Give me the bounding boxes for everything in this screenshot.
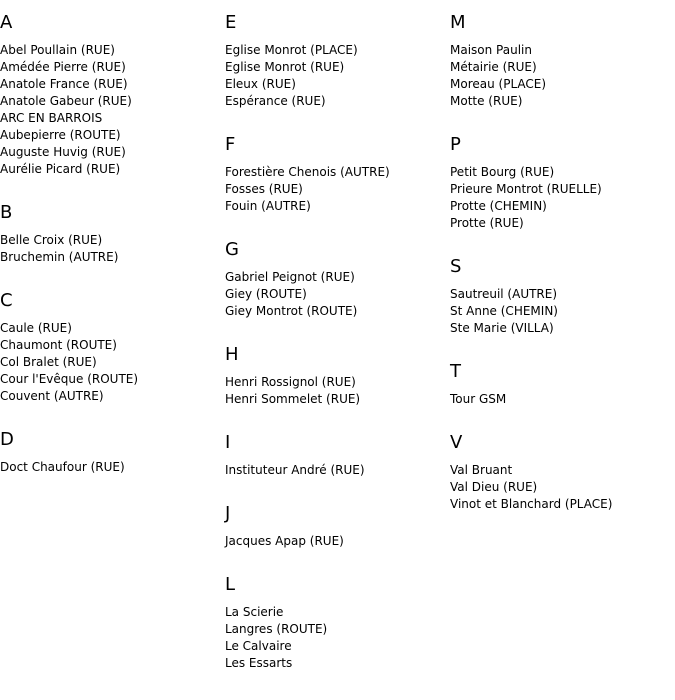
letter-group: [225, 12, 447, 110]
street-list-item: [0, 249, 222, 266]
street-list: [450, 42, 672, 110]
letter-heading: C: [0, 290, 13, 311]
street-list-item: [0, 337, 222, 354]
street-list-item: [0, 161, 222, 178]
street-link[interactable]: Caule (RUE): [0, 321, 72, 335]
street-link[interactable]: Cour l'Evêque (ROUTE): [0, 372, 139, 386]
letter-heading: H: [225, 344, 239, 365]
street-list: [225, 462, 447, 479]
street-list-item: [450, 181, 672, 198]
street-list-item: [225, 198, 447, 215]
street-list-item: [450, 479, 672, 496]
street-list: [0, 459, 222, 476]
street-link[interactable]: Chaumont (ROUTE): [0, 338, 117, 352]
street-link[interactable]: Moreau (PLACE): [450, 77, 547, 91]
letter-heading: M: [450, 12, 466, 33]
letter-heading: E: [225, 12, 237, 33]
street-list-item: [225, 638, 447, 655]
street-list: [450, 391, 672, 408]
street-link[interactable]: Col Bralet (RUE): [0, 355, 97, 369]
letter-heading: L: [225, 574, 236, 595]
letter-heading: P: [450, 134, 461, 155]
street-link[interactable]: Doct Chaufour (RUE): [0, 460, 125, 474]
street-list-item: [0, 76, 222, 93]
street-link[interactable]: Gabriel Peignot (RUE): [225, 270, 355, 284]
street-link[interactable]: Eglise Monrot (RUE): [225, 60, 345, 74]
street-link[interactable]: Anatole France (RUE): [0, 77, 128, 91]
street-list-item: [450, 215, 672, 232]
street-link[interactable]: Instituteur André (RUE): [225, 463, 365, 477]
letter-heading: J: [225, 503, 231, 524]
street-list-item: [225, 76, 447, 93]
street-list-item: [0, 144, 222, 161]
street-list: [225, 164, 447, 215]
street-list-item: [0, 388, 222, 405]
letter-group: [450, 256, 672, 337]
letter-group: [450, 432, 672, 513]
letter-heading: S: [450, 256, 462, 277]
street-list-item: [0, 371, 222, 388]
street-link[interactable]: Couvent (AUTRE): [0, 389, 104, 403]
letter-heading: D: [0, 429, 14, 450]
letter-heading: I: [225, 432, 231, 453]
street-list-item: [450, 198, 672, 215]
street-link[interactable]: Amédée Pierre (RUE): [0, 60, 126, 74]
letter-heading: V: [450, 432, 463, 453]
letter-group: [225, 239, 447, 320]
street-list-item: [0, 42, 222, 59]
street-list-item: [0, 110, 222, 127]
street-list-item: [225, 42, 447, 59]
street-list-item: [450, 76, 672, 93]
street-column-1: [0, 12, 222, 500]
street-link[interactable]: Eleux (RUE): [225, 77, 296, 91]
letter-heading: G: [225, 239, 239, 260]
street-list-item: [450, 496, 672, 513]
street-link[interactable]: Val Bruant: [450, 463, 513, 477]
street-link[interactable]: Fosses (RUE): [225, 182, 303, 196]
letter-heading: T: [450, 361, 461, 382]
street-list-item: [450, 391, 672, 408]
street-list-item: [0, 127, 222, 144]
letter-group: [0, 429, 222, 476]
street-list: [450, 462, 672, 513]
street-column-2: [225, 12, 447, 696]
street-link[interactable]: Henri Sommelet (RUE): [225, 392, 361, 406]
street-link[interactable]: Henri Rossignol (RUE): [225, 375, 356, 389]
street-list-item: [225, 533, 447, 550]
street-list-item: [225, 164, 447, 181]
street-list: [225, 374, 447, 408]
street-list: [450, 164, 672, 232]
street-list-item: [225, 303, 447, 320]
street-link[interactable]: Sautreuil (AUTRE): [450, 287, 558, 301]
street-link[interactable]: Forestière Chenois (AUTRE): [225, 165, 390, 179]
street-list-item: [225, 93, 447, 110]
street-link[interactable]: Ste Marie (VILLA): [450, 321, 554, 335]
street-link[interactable]: Le Calvaire: [225, 639, 292, 653]
street-link[interactable]: Motte (RUE): [450, 94, 523, 108]
street-link[interactable]: Anatole Gabeur (RUE): [0, 94, 132, 108]
street-link[interactable]: Giey Montrot (ROUTE): [225, 304, 358, 318]
street-link[interactable]: La Scierie: [225, 605, 284, 619]
letter-group: [225, 503, 447, 550]
street-link[interactable]: Giey (ROUTE): [225, 287, 307, 301]
street-list: [225, 533, 447, 550]
street-link[interactable]: Espérance (RUE): [225, 94, 326, 108]
street-list-item: [0, 459, 222, 476]
letter-heading: A: [0, 12, 13, 33]
street-list-item: [450, 320, 672, 337]
street-list-item: [450, 286, 672, 303]
street-list-item: [225, 286, 447, 303]
letter-group: [450, 12, 672, 110]
street-link[interactable]: Petit Bourg (RUE): [450, 165, 555, 179]
street-list-item: [0, 232, 222, 249]
street-link[interactable]: Tour GSM: [450, 392, 507, 406]
street-list-item: [450, 164, 672, 181]
street-list-item: [225, 655, 447, 672]
street-list-item: [0, 354, 222, 371]
street-list-item: [450, 303, 672, 320]
street-list-item: [0, 59, 222, 76]
street-link[interactable]: Abel Poullain (RUE): [0, 43, 115, 57]
street-list-item: [450, 93, 672, 110]
street-list-item: [0, 320, 222, 337]
street-list-item: [450, 462, 672, 479]
street-link[interactable]: Val Dieu (RUE): [450, 480, 538, 494]
street-link[interactable]: Fouin (AUTRE): [225, 199, 311, 213]
street-list: [0, 42, 222, 178]
street-list-item: [225, 621, 447, 638]
street-list: [225, 42, 447, 110]
letter-group: [0, 12, 222, 178]
street-link[interactable]: Jacques Apap (RUE): [225, 534, 344, 548]
street-list-item: [225, 59, 447, 76]
street-list: [0, 320, 222, 405]
letter-group: [0, 202, 222, 266]
letter-group: [450, 134, 672, 232]
street-list-item: [225, 391, 447, 408]
street-link[interactable]: Métairie (RUE): [450, 60, 537, 74]
street-link[interactable]: St Anne (CHEMIN): [450, 304, 558, 318]
street-list-item: [225, 374, 447, 391]
street-link[interactable]: Langres (ROUTE): [225, 622, 328, 636]
letter-group: [450, 361, 672, 408]
street-link[interactable]: Protte (CHEMIN): [450, 199, 547, 213]
street-link[interactable]: Aurélie Picard (RUE): [0, 162, 121, 176]
street-list: [225, 604, 447, 672]
street-link[interactable]: Les Essarts: [225, 656, 293, 670]
street-link[interactable]: Aubepierre (ROUTE): [0, 128, 121, 142]
letter-group: [225, 432, 447, 479]
street-link[interactable]: Belle Croix (RUE): [0, 233, 103, 247]
letter-heading: B: [0, 202, 13, 223]
street-link[interactable]: ARC EN BARROIS: [0, 111, 103, 125]
street-list-item: [450, 42, 672, 59]
street-list: [0, 232, 222, 266]
street-list-item: [450, 59, 672, 76]
street-list-item: [225, 269, 447, 286]
street-link[interactable]: Prieure Montrot (RUELLE): [450, 182, 602, 196]
street-link[interactable]: Maison Paulin: [450, 43, 532, 57]
street-link[interactable]: Bruchemin (AUTRE): [0, 250, 119, 264]
letter-group: [225, 134, 447, 215]
street-link[interactable]: Auguste Huvig (RUE): [0, 145, 126, 159]
letter-heading: F: [225, 134, 236, 155]
street-list-item: [0, 93, 222, 110]
letter-group: [225, 574, 447, 672]
street-list: [225, 269, 447, 320]
street-column-3: [450, 12, 672, 537]
street-link[interactable]: Eglise Monrot (PLACE): [225, 43, 358, 57]
street-list-item: [225, 181, 447, 198]
street-list-item: [225, 604, 447, 621]
letter-group: [225, 344, 447, 408]
street-link[interactable]: Protte (RUE): [450, 216, 524, 230]
street-list: [450, 286, 672, 337]
letter-group: [0, 290, 222, 405]
street-list-item: [225, 462, 447, 479]
street-link[interactable]: Vinot et Blanchard (PLACE): [450, 497, 613, 511]
